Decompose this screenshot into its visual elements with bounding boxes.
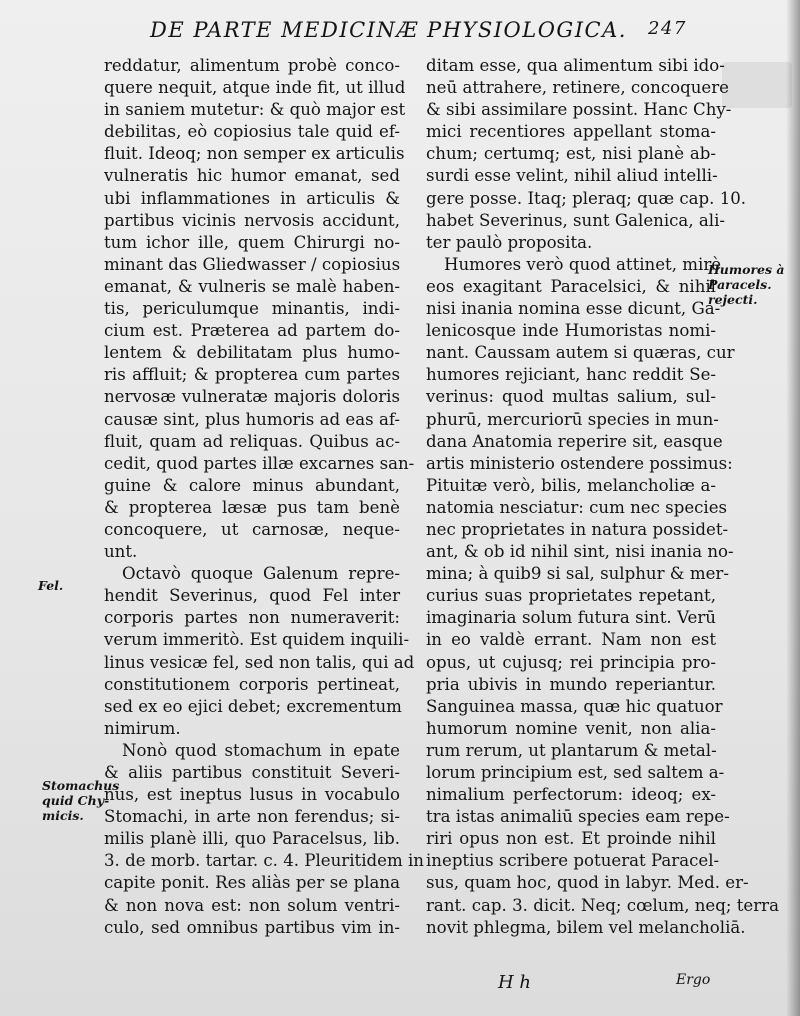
text-line: linus vesicæ fel, sed non talis, qui ad: [104, 652, 415, 672]
text-line: milis planè illi, quo Paracelsus, lib.: [104, 829, 400, 849]
text-line: Paracels.: [708, 277, 772, 292]
page-header: [150, 18, 790, 48]
text-line: & sibi assimilare possint. Hanc Chy-: [426, 100, 732, 120]
text-line: novit phlegma, bilem vel melancholiā.: [426, 917, 746, 937]
text-line: capite ponit. Res aliàs per se plana: [104, 873, 400, 893]
text-line: nus, est ineptus lusus in vocabulo: [104, 785, 400, 805]
text-line: Stomachus: [42, 778, 120, 793]
text-line: vulneratis hic humor emanat, sed: [104, 166, 400, 186]
text-line: ineptius scribere potuerat Paracel-: [426, 851, 720, 871]
text-line: humorum nomine venit, non alia-: [426, 718, 716, 738]
text-line: ter paulò proposita.: [426, 232, 593, 252]
text-line: debilitas, eò copiosius tale quid ef-: [104, 122, 400, 142]
text-line: Pituitæ verò, bilis, melancholiæ a-: [426, 475, 716, 495]
text-line: rant. cap. 3. dicit. Neq; cœlum, neq; terra: [426, 895, 779, 915]
text-line: corporis partes non numeraverit:: [104, 608, 400, 628]
text-line: artis ministerio ostendere possimus:: [426, 453, 733, 473]
text-line: sus, quam hoc, quod in labyr. Med. er-: [426, 873, 749, 893]
text-line: Octavò quoque Galenum repre-: [122, 564, 400, 584]
text-line: tra istas animaliū species eam repe-: [426, 807, 730, 827]
text-line: & propterea læsæ pus tam benè: [104, 497, 400, 517]
text-line: rejecti.: [708, 292, 758, 307]
margin-note-fel: [38, 578, 63, 593]
text-line: causæ sint, plus humoris ad eas af-: [104, 409, 400, 429]
text-line: nisi inania nomina esse dicunt, Ga-: [426, 299, 721, 319]
text-line: emanat, & vulneris se malè haben-: [104, 276, 400, 296]
margin-note-stomachus: [42, 778, 119, 823]
text-line: habet Severinus, sunt Galenica, ali-: [426, 210, 725, 230]
text-line: opus, ut cujusq; rei principia pro-: [426, 652, 716, 672]
text-line: cedit, quod partes illæ excarnes san-: [104, 453, 415, 473]
text-line: Sanguinea massa, quæ hic quatuor: [426, 696, 723, 716]
text-line: lentem & debilitatam plus humo-: [104, 343, 400, 363]
text-line: imaginaria solum futura sint. Verū: [426, 608, 716, 628]
text-line: in eo valdè errant. Nam non est: [426, 630, 716, 650]
text-line: fluit. Ideoq; non semper ex articulis: [104, 144, 405, 164]
text-line: & aliis partibus constituit Severi-: [104, 763, 400, 782]
text-line: cium est. Præterea ad partem do-: [104, 321, 400, 341]
signature-mark: H h: [498, 972, 532, 993]
text-line: surdi esse velint, nihil aliud intelli-: [426, 166, 718, 186]
text-line: sed ex eo ejici debet; excrementum: [104, 696, 402, 716]
text-line: Nonò quod stomachum in epate: [122, 740, 400, 760]
text-line: rum rerum, ut plantarum & metal-: [426, 740, 717, 760]
text-line: ditam esse, qua alimentum sibi ido-: [426, 56, 725, 75]
library-stamp: [722, 62, 792, 108]
text-line: riri opus non est. Et proinde nihil: [426, 829, 716, 849]
text-line: nimirum.: [104, 718, 181, 738]
text-line: quere nequit, atque inde fit, ut illud: [104, 78, 406, 98]
text-line: neū attrahere, retinere, concoquere: [426, 78, 730, 98]
text-line: verum immeritò. Est quidem inquili-: [104, 630, 410, 650]
text-line: natomia nesciatur: cum nec species: [426, 497, 728, 517]
text-line: nervosæ vulneratæ majoris doloris: [104, 387, 400, 407]
text-line: dana Anatomia reperire sit, easque: [426, 431, 723, 451]
text-line: phurū, mercuriorū species in mun-: [426, 409, 719, 429]
text-line: humores rejiciant, hanc reddit Se-: [426, 365, 716, 385]
text-line: minant das Gliedwasser / copiosius: [104, 254, 401, 274]
text-line: gere posse. Itaq; pleraq; quæ cap. 10.: [426, 188, 747, 208]
text-line: reddatur, alimentum probè conco-: [104, 56, 400, 75]
left-text-column: [104, 55, 424, 939]
text-line: ris affluit; & propterea cum partes: [104, 365, 400, 385]
running-title: DE PARTE MEDICINÆ PHYSIOLOGICA.: [150, 18, 627, 42]
text-line: micis.: [42, 808, 84, 823]
text-line: in saniem mutetur: & quò major est: [104, 100, 406, 120]
text-line: unt.: [104, 542, 138, 562]
margin-note-humores: [708, 262, 785, 307]
text-line: lenicosque inde Humoristas nomi-: [426, 321, 716, 341]
text-line: partibus vicinis nervosis accidunt,: [104, 210, 400, 230]
text-line: Humores à: [708, 262, 785, 277]
text-line: Humores verò quod attinet, mirè: [444, 254, 722, 274]
text-line: Stomachi, in arte non ferendus; si-: [104, 807, 400, 827]
text-line: nimalium perfectorum: ideoq; ex-: [426, 785, 716, 805]
text-line: tis, periculumque minantis, indi-: [104, 299, 400, 319]
text-line: nec proprietates in natura possidet-: [426, 519, 729, 539]
text-line: hendit Severinus, quod Fel inter: [104, 586, 400, 606]
text-line: & non nova est: non solum ventri-: [104, 895, 400, 915]
text-line: culo, sed omnibus partibus vim in-: [104, 917, 400, 937]
catchword: Ergo: [676, 972, 711, 988]
text-line: lorum principium est, sed saltem a-: [426, 763, 725, 782]
text-line: ant, & ob id nihil sint, nisi inania no-: [426, 542, 734, 562]
text-line: fluit, quam ad reliquas. Quibus ac-: [104, 431, 400, 451]
text-line: quid Chy-: [42, 793, 110, 808]
text-line: curius suas proprietates repetant,: [426, 586, 716, 606]
text-line: tum ichor ille, quem Chirurgi no-: [104, 232, 400, 252]
text-line: mici recentiores appellant stoma-: [426, 122, 716, 142]
text-line: pria ubivis in mundo reperiantur.: [426, 674, 716, 694]
text-line: Fel.: [38, 578, 64, 593]
page-edge-shadow: [786, 0, 800, 1016]
text-line: concoquere, ut carnosæ, neque-: [104, 519, 400, 539]
text-line: mina; à quib9 si sal, sulphur & mer-: [426, 564, 729, 584]
text-line: nant. Caussam autem si quæras, cur: [426, 343, 735, 363]
text-line: chum; certumq; est, nisi planè ab-: [426, 144, 716, 164]
text-line: ubi inflammationes in articulis &: [104, 188, 400, 208]
page-number: 247: [648, 18, 687, 39]
text-line: eos exagitant Paracelsici, & nihil: [426, 276, 716, 296]
text-line: 3. de morb. tartar. c. 4. Pleuritidem in: [104, 851, 424, 871]
text-line: verinus: quod multas salium, sul-: [426, 387, 716, 407]
text-line: constitutionem corporis pertineat,: [104, 674, 400, 694]
text-line: guine & calore minus abundant,: [104, 475, 400, 495]
